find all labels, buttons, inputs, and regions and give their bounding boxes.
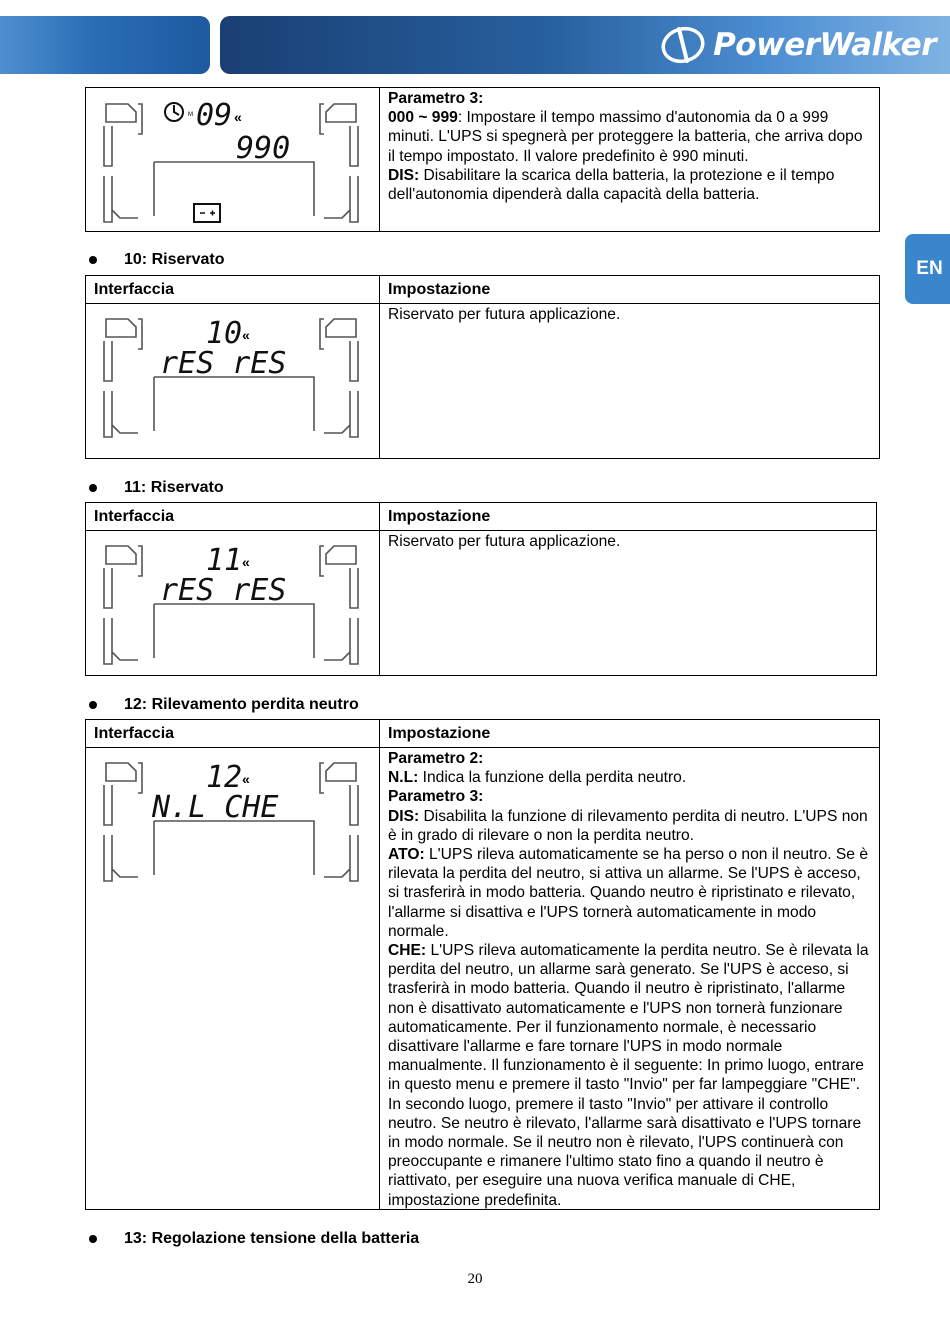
battery-icon [194,204,220,222]
lcd-code: 11 [206,543,243,578]
term-label: ATO: [388,846,425,864]
lcd-display [94,92,372,230]
language-tab[interactable]: EN [905,234,950,304]
section-13-heading [87,1230,419,1248]
lcd-value: 990 [236,131,291,166]
term-label: 000 ~ 999 [388,109,458,127]
section-11-text: Riservato per futura applicazione. [388,533,621,550]
setting-header: Impostazione [388,508,491,525]
lcd-code: 12 [206,760,243,795]
text-paragraph [388,787,871,806]
term-label: Parametro 3: [388,788,484,806]
term-description: Disabilitare la scarica della batteria, la protezione e il tempo dell'autonomia dipenderà dalla capacità della batteria. [388,166,835,204]
section-12-text [388,749,871,1210]
term-label: Parametro 2: [388,750,484,767]
section-10-table [85,275,880,459]
term-label: DIS: [388,807,420,825]
lcd-value: rES rES [160,346,287,381]
term-description: L'UPS rileva automaticamente se ha perso o non il neutro. Se è rilevata la perdita del neutro, si attiva un allarme. Se l'UPS è acceso, si trasferirà in modo batteria. Quando neutro è ripristinato e rilevato, l'allarme si disattiva e l'UPS tornerà automaticamente in modo normale. [388,846,868,940]
bullet-dot [89,484,97,492]
svg-text:«: « [242,327,250,343]
svg-text:M: M [188,112,193,118]
text-paragraph [388,749,871,768]
setting-header: Impostazione [388,281,491,298]
section-13-title: 13: Regolazione tensione della batteria [124,1230,420,1247]
term-label: CHE: [388,942,427,960]
page-number: 20 [467,1271,483,1287]
section-12-table [85,719,880,1210]
section-10-heading [87,251,225,269]
svg-text:«: « [242,771,250,787]
power-logo-icon [659,25,707,65]
lcd-code: 10 [206,316,243,351]
param3-text [388,89,871,204]
section-11-heading [87,479,224,497]
term-description: : Impostare il tempo massimo d'autonomia da 0 a 999 minuti. L'UPS si spegnerà per proteggere la batteria, che arriva dopo il tempo impostato. Il valore predefinito è 990 minuti. [388,109,863,165]
lcd-display [94,307,372,445]
text-paragraph [388,166,871,204]
lcd-display [94,534,372,672]
text-paragraph [388,108,871,166]
column-divider [379,88,380,231]
interface-header: Interfaccia [94,725,175,742]
section-10-text: Riservato per futura applicazione. [388,306,621,323]
banner-left-block [0,16,210,74]
text-paragraph [388,768,871,787]
term-description: Indica la funzione della perdita neutro. [418,769,687,787]
section-12-title: 12: Rilevamento perdita neutro [124,696,359,713]
setting-header: Impostazione [388,725,491,742]
svg-text:«: « [242,554,250,570]
lcd-code: 09 [196,98,233,133]
text-paragraph [388,807,871,845]
interface-header: Interfaccia [94,281,175,298]
text-paragraph [388,845,871,941]
term-label: Parametro 3: [388,90,484,107]
header-divider [86,303,879,304]
param3-table [85,87,880,232]
lcd-display [94,751,372,889]
bullet-dot [89,256,97,264]
term-label: N.L: [388,769,419,787]
section-12-heading [87,696,359,714]
interface-header: Interfaccia [94,508,175,525]
text-paragraph [388,941,871,1210]
header-divider [86,747,879,748]
lcd-value: rES rES [160,573,287,608]
brand-logo [659,24,936,66]
section-10-title: 10: Riservato [124,251,225,268]
column-divider [379,720,380,1209]
header-divider [86,530,876,531]
term-description: Disabilita la funzione di rilevamento perdita di neutro. L'UPS non è in grado di rilevare o non la perdita neutro. [388,807,868,844]
section-11-table [85,502,877,676]
lcd-value: N.L CHE [152,790,279,825]
term-label: DIS: [388,166,420,184]
term-description: L'UPS rileva automaticamente la perdita neutro. Se è rilevata la perdita del neutro, un allarme sarà generato. Se l'UPS è acceso, si trasferirà in modo batteria. Quando il neutro è ripristinato, l'allarme non è disattivato automaticamente e l'UPS non tornerà funzionare automaticamente. Per il funzionamento normale, è necessario disattivare l'allarme e fare tornare l'UPS in modo normale manualmente. Il funzionamento è il seguente: In primo luogo, entrare in questo menu e premere il tasto "Invio" per far lampeggiare "CHE". In secondo luogo, premere il tasto "Invio" per attivare il controllo neutro. Se neutro è rilevato, l'allarme sarà disattivato e l'UPS tornare in modo normale. Se il neutro non è rilevato, l'UPS continuerà con preoccupante e rimanere l'ultimo stato fino a quando il neutro è riattivato, per eseguire una nuova verifica manuale di CHE, impostazione predefinita. [388,942,869,1209]
column-divider [379,503,380,675]
text-paragraph [388,89,871,108]
header-banner [0,16,950,74]
svg-text:«: « [234,109,242,125]
brand-name: PowerWalker [713,27,936,63]
bullet-dot [89,701,97,709]
bullet-dot [89,1235,97,1243]
section-11-title: 11: Riservato [124,479,224,496]
